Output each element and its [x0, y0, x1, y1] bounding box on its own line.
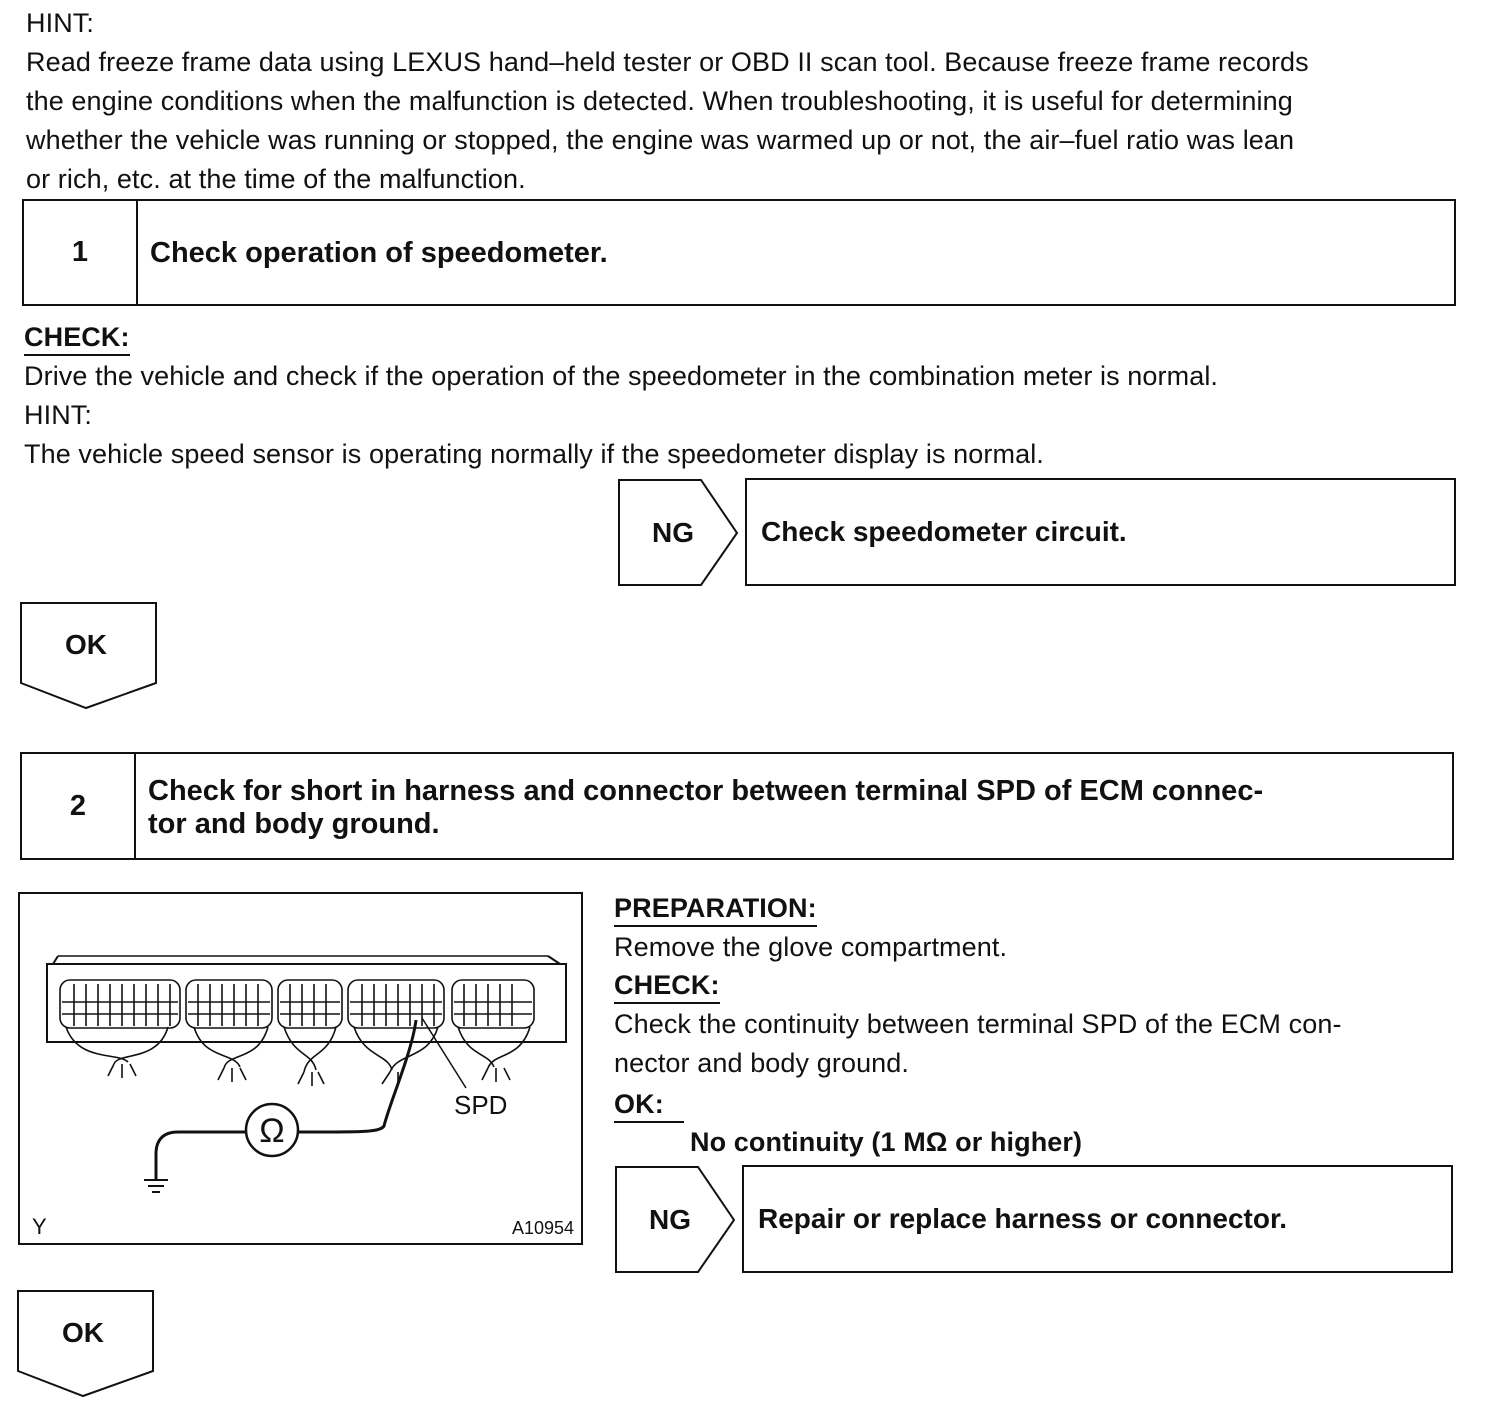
step-2-box — [20, 752, 1454, 860]
step-2-number: 2 — [22, 754, 136, 858]
step-1-ng-label: NG — [652, 517, 694, 548]
step-1-ok-arrow — [19, 601, 159, 711]
figure-corner-letter: Y — [32, 1214, 47, 1239]
step-2-ok-label: OK: — [614, 1085, 684, 1124]
intro-hint-label: HINT: — [26, 8, 94, 38]
intro-line-1: Read freeze frame data using LEXUS hand–held tester or OBD II scan tool. Because freeze frame records — [26, 47, 1309, 77]
step-1-check-text: Drive the vehicle and check if the operation of the speedometer in the combination meter is normal. — [24, 361, 1219, 391]
step-2-ng-arrow — [614, 1165, 738, 1275]
step-1-ok-label: OK — [65, 629, 107, 660]
step-2-ng-action-box — [742, 1165, 1453, 1273]
step-1-check-label: CHECK: — [24, 318, 130, 357]
step-1-hint-label: HINT: — [24, 400, 92, 430]
step-2-check-label: CHECK: — [614, 966, 720, 1005]
step-1-ng-action: Check speedometer circuit. — [761, 516, 1127, 547]
intro-line-4: or rich, etc. at the time of the malfunction. — [26, 164, 526, 194]
intro-line-2: the engine conditions when the malfunction is detected. When troubleshooting, it is useful for determining — [26, 86, 1293, 116]
ohmmeter-symbol: Ω — [259, 1112, 285, 1150]
ecm-connector-figure — [18, 892, 584, 1246]
step-2-ng-label: NG — [649, 1204, 691, 1235]
step-2-check-line-2: nector and body ground. — [614, 1048, 910, 1078]
figure-id: A10954 — [511, 1218, 574, 1238]
step-2-prep-text: Remove the glove compartment. — [614, 932, 1008, 962]
step-1-hint-text: The vehicle speed sensor is operating normally if the speedometer display is normal. — [24, 439, 1044, 469]
step-1-ng-arrow — [617, 478, 741, 588]
spd-terminal-label: SPD — [454, 1090, 508, 1120]
intro-line-3: whether the vehicle was running or stopped, the engine was warmed up or not, the air–fuel ratio was lean — [26, 125, 1295, 155]
step-1-ng-action-box — [745, 478, 1456, 586]
step-2-check-line-1: Check the continuity between terminal SPD of the ECM con- — [614, 1009, 1342, 1039]
step-2-ok-arrow-label: OK — [62, 1317, 104, 1348]
step-2-prep-label: PREPARATION: — [614, 889, 817, 928]
step-2-ok-spec: No continuity (1 MΩ or higher) — [690, 1127, 1083, 1157]
step-1-box — [22, 199, 1456, 306]
step-2-title-line-2: tor and body ground. — [148, 808, 440, 840]
step-1-title: Check operation of speedometer. — [150, 237, 608, 269]
step-2-ok-arrow — [16, 1289, 156, 1399]
step-1-number: 1 — [24, 201, 138, 304]
step-2-ng-action: Repair or replace harness or connector. — [758, 1203, 1288, 1234]
step-2-title-line-1: Check for short in harness and connector between terminal SPD of ECM connec- — [148, 775, 1264, 807]
